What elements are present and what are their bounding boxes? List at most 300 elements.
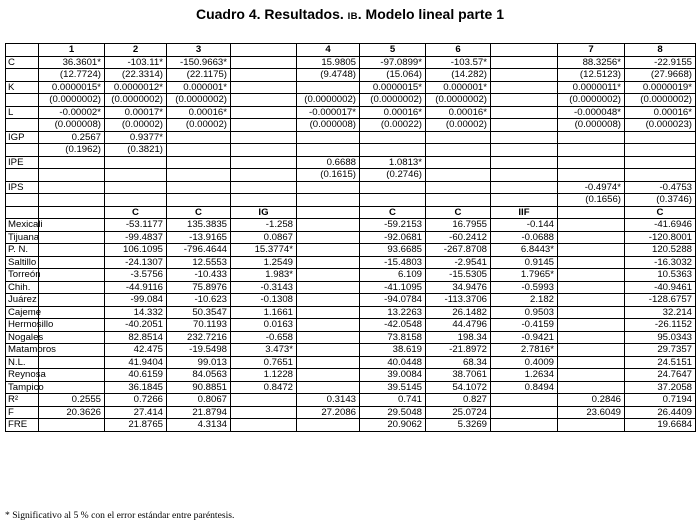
table-cell: 39.0084 (360, 369, 426, 382)
table-cell (39, 206, 105, 219)
table-cell: 99.013 (167, 356, 231, 369)
table-cell: 1.7965* (491, 269, 558, 282)
table-cell (39, 294, 105, 307)
table-cell: -103.11* (105, 56, 167, 69)
table-cell: 0.0867 (231, 231, 297, 244)
table-cell: 36.1845 (105, 381, 167, 394)
table-row (6, 331, 696, 344)
table-cell (167, 131, 231, 144)
table-cell: 0.0163 (231, 319, 297, 332)
table-cell: 0.9377* (105, 131, 167, 144)
table-cell: 1.1228 (231, 369, 297, 382)
table-cell: -0.144 (491, 219, 558, 232)
table-cell (491, 56, 558, 69)
table-cell: 37.2058 (625, 381, 696, 394)
table-cell (297, 419, 360, 432)
table-cell: 1.1661 (231, 306, 297, 319)
table-cell (558, 131, 625, 144)
table-cell (558, 281, 625, 294)
table-cell (558, 206, 625, 219)
table-cell: (0.0000002) (558, 94, 625, 107)
table-cell (297, 319, 360, 332)
table-cell (491, 81, 558, 94)
table-cell: 6.8443* (491, 244, 558, 257)
table-cell: F (6, 406, 39, 419)
table-cell: Matamoros (6, 344, 39, 357)
table-cell: R² (6, 394, 39, 407)
table-cell (231, 69, 297, 82)
table-cell: 0.9145 (491, 256, 558, 269)
table-row (6, 194, 696, 207)
table-cell (297, 369, 360, 382)
table-cell (231, 194, 297, 207)
table-cell (491, 394, 558, 407)
table-cell: (0.000008) (558, 119, 625, 132)
table-cell (360, 194, 426, 207)
footnote: * Significativo al 5 % con el error estándar entre paréntesis. (5, 510, 235, 521)
table-cell (39, 356, 105, 369)
table-cell: -40.9461 (625, 281, 696, 294)
table-cell: 15.3774* (231, 244, 297, 257)
table-cell: 24.7647 (625, 369, 696, 382)
table-cell: -0.0688 (491, 231, 558, 244)
table-cell (297, 81, 360, 94)
table-cell: 120.5288 (625, 244, 696, 257)
table-cell: 0.7266 (105, 394, 167, 407)
table-title (0, 5, 700, 26)
table-cell: 88.3256* (558, 56, 625, 69)
table-cell (491, 144, 558, 157)
table-cell: 0.00017* (105, 106, 167, 119)
table-cell (426, 194, 491, 207)
table-cell: 12.5553 (167, 256, 231, 269)
table-cell: -0.000017* (297, 106, 360, 119)
table-cell: -15.5305 (426, 269, 491, 282)
table-cell (625, 131, 696, 144)
table-cell (625, 156, 696, 169)
table-cell (231, 419, 297, 432)
table-cell (491, 69, 558, 82)
table-cell: (0.00002) (167, 119, 231, 132)
table-cell: 4.3134 (167, 419, 231, 432)
table-cell: 0.2555 (39, 394, 105, 407)
table-cell (625, 144, 696, 157)
table-cell (558, 231, 625, 244)
table-row (6, 356, 696, 369)
table-cell: -26.1152 (625, 319, 696, 332)
table-cell: 84.0563 (167, 369, 231, 382)
table-cell: -120.8001 (625, 231, 696, 244)
table-cell: (0.3746) (625, 194, 696, 207)
table-cell: 0.2846 (558, 394, 625, 407)
table-cell (39, 419, 105, 432)
table-cell: (22.1175) (167, 69, 231, 82)
table-cell: C (105, 206, 167, 219)
table-cell (231, 56, 297, 69)
table-cell: (0.00022) (360, 119, 426, 132)
table-cell: 0.0000012* (105, 81, 167, 94)
table-cell: -94.0784 (360, 294, 426, 307)
table-cell: (12.7724) (39, 69, 105, 82)
table-cell (6, 194, 39, 207)
table-cell: IIF (491, 206, 558, 219)
table-cell (558, 319, 625, 332)
table-cell: -0.4974* (558, 181, 625, 194)
table-cell (39, 369, 105, 382)
table-row (6, 244, 696, 257)
table-cell: Nogales (6, 331, 39, 344)
title-main: Cuadro 4. Resultados. (195, 6, 344, 22)
table-cell: 0.00016* (167, 106, 231, 119)
table-cell (558, 144, 625, 157)
table-row (6, 394, 696, 407)
table-cell: -59.2153 (360, 219, 426, 232)
title-rest: . Modelo lineal parte 1 (357, 6, 505, 22)
table-cell: Mexicali (6, 219, 39, 232)
table-cell: -2.9541 (426, 256, 491, 269)
table-cell: 75.8976 (167, 281, 231, 294)
table-cell (105, 169, 167, 182)
table-cell (297, 256, 360, 269)
table-cell: -0.4159 (491, 319, 558, 332)
table-cell: Tampico (6, 381, 39, 394)
table-cell: 44.4796 (426, 319, 491, 332)
table-row (6, 119, 696, 132)
table-cell (39, 269, 105, 282)
table-cell (558, 294, 625, 307)
table-cell: (0.1656) (558, 194, 625, 207)
table-cell (558, 331, 625, 344)
table-cell (167, 194, 231, 207)
table-cell (297, 219, 360, 232)
table-cell: FRE (6, 419, 39, 432)
table-cell (558, 156, 625, 169)
table-cell: K (6, 81, 39, 94)
table-cell (558, 419, 625, 432)
table-cell: 0.2567 (39, 131, 105, 144)
table-cell (297, 194, 360, 207)
table-cell (297, 331, 360, 344)
table-cell (558, 219, 625, 232)
table-row (6, 56, 696, 69)
table-cell (6, 144, 39, 157)
table-cell: 1.983* (231, 269, 297, 282)
table-cell: 38.619 (360, 344, 426, 357)
table-cell: -0.4753 (625, 181, 696, 194)
table-cell: -0.3143 (231, 281, 297, 294)
table-cell: 82.8514 (105, 331, 167, 344)
table-cell: (0.1962) (39, 144, 105, 157)
table-cell (167, 181, 231, 194)
table-cell (167, 169, 231, 182)
table-cell (558, 381, 625, 394)
table-cell (297, 294, 360, 307)
table-cell: -21.8972 (426, 344, 491, 357)
table-cell: (0.0000002) (426, 94, 491, 107)
table-cell: 0.9503 (491, 306, 558, 319)
table-cell: 38.7061 (426, 369, 491, 382)
table-cell: -24.1307 (105, 256, 167, 269)
table-cell (231, 81, 297, 94)
table-cell (105, 194, 167, 207)
table-cell: 26.4409 (625, 406, 696, 419)
table-cell: (14.282) (426, 69, 491, 82)
table-cell (231, 169, 297, 182)
table-cell: 0.7194 (625, 394, 696, 407)
table-cell (6, 206, 39, 219)
table-cell: 68.34 (426, 356, 491, 369)
table-cell (231, 156, 297, 169)
table-cell: (0.0000002) (625, 94, 696, 107)
table-cell: Tijuana (6, 231, 39, 244)
table-cell (625, 169, 696, 182)
table-cell (558, 269, 625, 282)
table-cell: 0.0000011* (558, 81, 625, 94)
table-cell (231, 181, 297, 194)
table-cell: (0.00002) (426, 119, 491, 132)
table-row (6, 106, 696, 119)
table-cell (558, 344, 625, 357)
table-cell (297, 344, 360, 357)
table-cell (39, 156, 105, 169)
table-cell: -3.5756 (105, 269, 167, 282)
table-row (6, 156, 696, 169)
table-cell (167, 156, 231, 169)
table-cell: 7 (558, 44, 625, 57)
table-cell: (12.5123) (558, 69, 625, 82)
table-cell: (0.000023) (625, 119, 696, 132)
table-row (6, 381, 696, 394)
table-cell: 0.8494 (491, 381, 558, 394)
table-cell: 29.7357 (625, 344, 696, 357)
table-cell (6, 69, 39, 82)
table-cell (6, 119, 39, 132)
table-cell: -796.4644 (167, 244, 231, 257)
table-cell: -0.658 (231, 331, 297, 344)
table-row (6, 306, 696, 319)
table-cell: 1.2634 (491, 369, 558, 382)
table-cell: (9.4748) (297, 69, 360, 82)
table-cell: -40.2051 (105, 319, 167, 332)
table-cell: 21.8794 (167, 406, 231, 419)
table-cell: 27.414 (105, 406, 167, 419)
table-cell: -0.1308 (231, 294, 297, 307)
table-cell: 14.332 (105, 306, 167, 319)
table-cell: 0.8472 (231, 381, 297, 394)
table-cell (6, 169, 39, 182)
table-cell (6, 44, 39, 57)
table-cell: 24.5151 (625, 356, 696, 369)
table-cell: IPS (6, 181, 39, 194)
table-row (6, 69, 696, 82)
table-cell: IG (231, 206, 297, 219)
table-cell (491, 94, 558, 107)
table-cell: 3 (167, 44, 231, 57)
table-cell: 13.2263 (360, 306, 426, 319)
table-cell: 73.8158 (360, 331, 426, 344)
table-cell: Reynosa (6, 369, 39, 382)
table-cell: 4 (297, 44, 360, 57)
table-cell: C (6, 56, 39, 69)
table-cell (491, 419, 558, 432)
table-cell: 1.0813* (360, 156, 426, 169)
table-cell: 5 (360, 44, 426, 57)
table-cell: -13.9165 (167, 231, 231, 244)
table-cell: 20.3626 (39, 406, 105, 419)
table-cell (297, 231, 360, 244)
table-cell: 3.473* (231, 344, 297, 357)
table-row (6, 169, 696, 182)
table-cell: -0.9421 (491, 331, 558, 344)
table-cell (297, 144, 360, 157)
table-cell: -19.5498 (167, 344, 231, 357)
table-row (6, 319, 696, 332)
table-cell: Saltillo (6, 256, 39, 269)
table-cell: (15.064) (360, 69, 426, 82)
table-cell (491, 406, 558, 419)
table-cell (360, 181, 426, 194)
table-cell (426, 144, 491, 157)
table-cell: -41.1095 (360, 281, 426, 294)
table-cell: 27.2086 (297, 406, 360, 419)
table-cell: (0.0000002) (360, 94, 426, 107)
table-cell (105, 181, 167, 194)
table-cell (39, 169, 105, 182)
table-cell: 135.3835 (167, 219, 231, 232)
table-cell (426, 156, 491, 169)
header-row (6, 44, 696, 57)
table-cell: 5.3269 (426, 419, 491, 432)
table-row (6, 131, 696, 144)
table-cell: -97.0899* (360, 56, 426, 69)
table-cell (231, 94, 297, 107)
table-cell: -10.623 (167, 294, 231, 307)
table-cell (491, 194, 558, 207)
table-cell: 8 (625, 44, 696, 57)
table-row (6, 369, 696, 382)
table-cell: (22.3314) (105, 69, 167, 82)
table-cell (105, 156, 167, 169)
table-cell (6, 94, 39, 107)
table-cell (558, 244, 625, 257)
table-cell: 6 (426, 44, 491, 57)
table-cell: (0.000008) (39, 119, 105, 132)
table-cell (231, 131, 297, 144)
table-cell: 6.109 (360, 269, 426, 282)
table-row (6, 219, 696, 232)
table-cell (426, 181, 491, 194)
table-cell: 34.9476 (426, 281, 491, 294)
table-cell (231, 44, 297, 57)
table-row (6, 294, 696, 307)
table-cell (231, 394, 297, 407)
table-cell: 26.1482 (426, 306, 491, 319)
table-cell: 0.741 (360, 394, 426, 407)
table-row (6, 281, 696, 294)
table-cell: 50.3547 (167, 306, 231, 319)
table-cell (360, 131, 426, 144)
table-cell (491, 131, 558, 144)
table-cell (39, 244, 105, 257)
table-cell: -0.5993 (491, 281, 558, 294)
table-cell (491, 169, 558, 182)
table-cell: 10.5363 (625, 269, 696, 282)
table-cell: -0.000048* (558, 106, 625, 119)
table-cell (39, 381, 105, 394)
table-cell (167, 144, 231, 157)
table-row (6, 344, 696, 357)
table-cell (297, 306, 360, 319)
table-cell: -150.9663* (167, 56, 231, 69)
table-cell: 40.0448 (360, 356, 426, 369)
table-cell: (0.0000002) (105, 94, 167, 107)
table-cell: (0.0000002) (167, 94, 231, 107)
table-cell: 16.7955 (426, 219, 491, 232)
table-cell: Juárez (6, 294, 39, 307)
table-cell: -16.3032 (625, 256, 696, 269)
table-cell: IGP (6, 131, 39, 144)
table-cell (39, 256, 105, 269)
table-cell (297, 281, 360, 294)
table-cell: L (6, 106, 39, 119)
table-cell: (0.2746) (360, 169, 426, 182)
table-cell: 40.6159 (105, 369, 167, 382)
title-tag: IB (347, 11, 358, 22)
table-cell: 0.00016* (426, 106, 491, 119)
table-cell: IPE (6, 156, 39, 169)
table-cell (39, 219, 105, 232)
table-cell: 95.0343 (625, 331, 696, 344)
table-cell: 15.9805 (297, 56, 360, 69)
table-cell: -128.6757 (625, 294, 696, 307)
table-cell: -42.0548 (360, 319, 426, 332)
table-cell (39, 281, 105, 294)
table-cell (491, 119, 558, 132)
table-cell: 25.0724 (426, 406, 491, 419)
table-cell: 0.00016* (360, 106, 426, 119)
table-cell (297, 356, 360, 369)
table-cell (558, 169, 625, 182)
table-cell (297, 181, 360, 194)
table-cell: 32.214 (625, 306, 696, 319)
table-cell: P. N. (6, 244, 39, 257)
table-cell: -113.3706 (426, 294, 491, 307)
table-cell: (0.000008) (297, 119, 360, 132)
table-cell (231, 144, 297, 157)
table-cell: 0.6688 (297, 156, 360, 169)
table-cell: 2.182 (491, 294, 558, 307)
table-row (6, 81, 696, 94)
table-cell: 39.5145 (360, 381, 426, 394)
table-cell: 0.827 (426, 394, 491, 407)
table-cell (297, 269, 360, 282)
results-table (5, 43, 696, 432)
table-cell (39, 194, 105, 207)
table-cell: 0.000001* (167, 81, 231, 94)
sub-header-row (6, 206, 696, 219)
table-row (6, 269, 696, 282)
table-cell: 2 (105, 44, 167, 57)
table-cell (231, 119, 297, 132)
table-cell: 2.7816* (491, 344, 558, 357)
table-cell (491, 181, 558, 194)
table-cell: 20.9062 (360, 419, 426, 432)
table-cell: 19.6684 (625, 419, 696, 432)
table-cell: 90.8851 (167, 381, 231, 394)
table-cell: -41.6946 (625, 219, 696, 232)
table-cell (558, 306, 625, 319)
table-cell: 1 (39, 44, 105, 57)
